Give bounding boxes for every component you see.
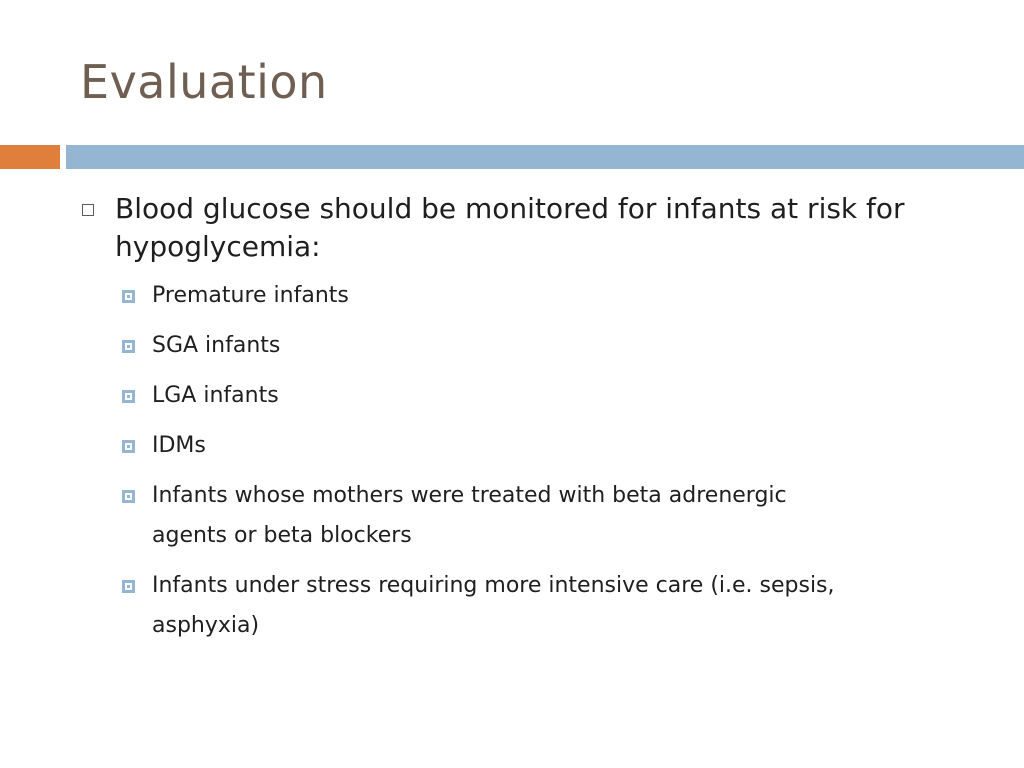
sub-bullet-icon xyxy=(122,580,135,593)
sub-bullet-text: LGA infants xyxy=(152,383,279,408)
sub-bullet-item xyxy=(150,426,1010,466)
square-bullet-icon xyxy=(82,204,94,216)
sub-bullet-icon xyxy=(122,390,135,403)
slide-title: Evaluation xyxy=(80,55,328,109)
bullet-line-1: Blood glucose should be monitored for infants at risk for xyxy=(115,192,905,225)
sub-bullet-text-line-2: agents or beta blockers xyxy=(152,523,412,548)
sub-bullet-text-line-1: Infants whose mothers were treated with beta adrenergic xyxy=(152,483,787,508)
slide-content xyxy=(80,190,1010,656)
sub-bullet-item xyxy=(150,326,1010,366)
bullet-item xyxy=(80,190,1010,266)
sub-bullet-item xyxy=(150,476,1010,556)
sub-bullet-icon xyxy=(122,490,135,503)
sub-bullet-item xyxy=(150,376,1010,416)
sub-bullet-text: SGA infants xyxy=(152,333,281,358)
title-divider-bar xyxy=(66,145,1024,169)
sub-bullet-item xyxy=(150,276,1010,316)
sub-bullet-text: Premature infants xyxy=(152,283,349,308)
sub-bullet-text-line-2: asphyxia) xyxy=(152,613,260,638)
sub-bullet-icon xyxy=(122,340,135,353)
sub-bullet-icon xyxy=(122,440,135,453)
sub-bullet-item xyxy=(150,566,1010,646)
sub-bullet-list xyxy=(80,276,1010,646)
sub-bullet-text-line-1: Infants under stress requiring more intensive care (i.e. sepsis, xyxy=(152,573,835,598)
accent-bar xyxy=(0,145,60,169)
bullet-line-2: hypoglycemia: xyxy=(115,230,321,263)
sub-bullet-text: IDMs xyxy=(152,433,206,458)
sub-bullet-icon xyxy=(122,290,135,303)
